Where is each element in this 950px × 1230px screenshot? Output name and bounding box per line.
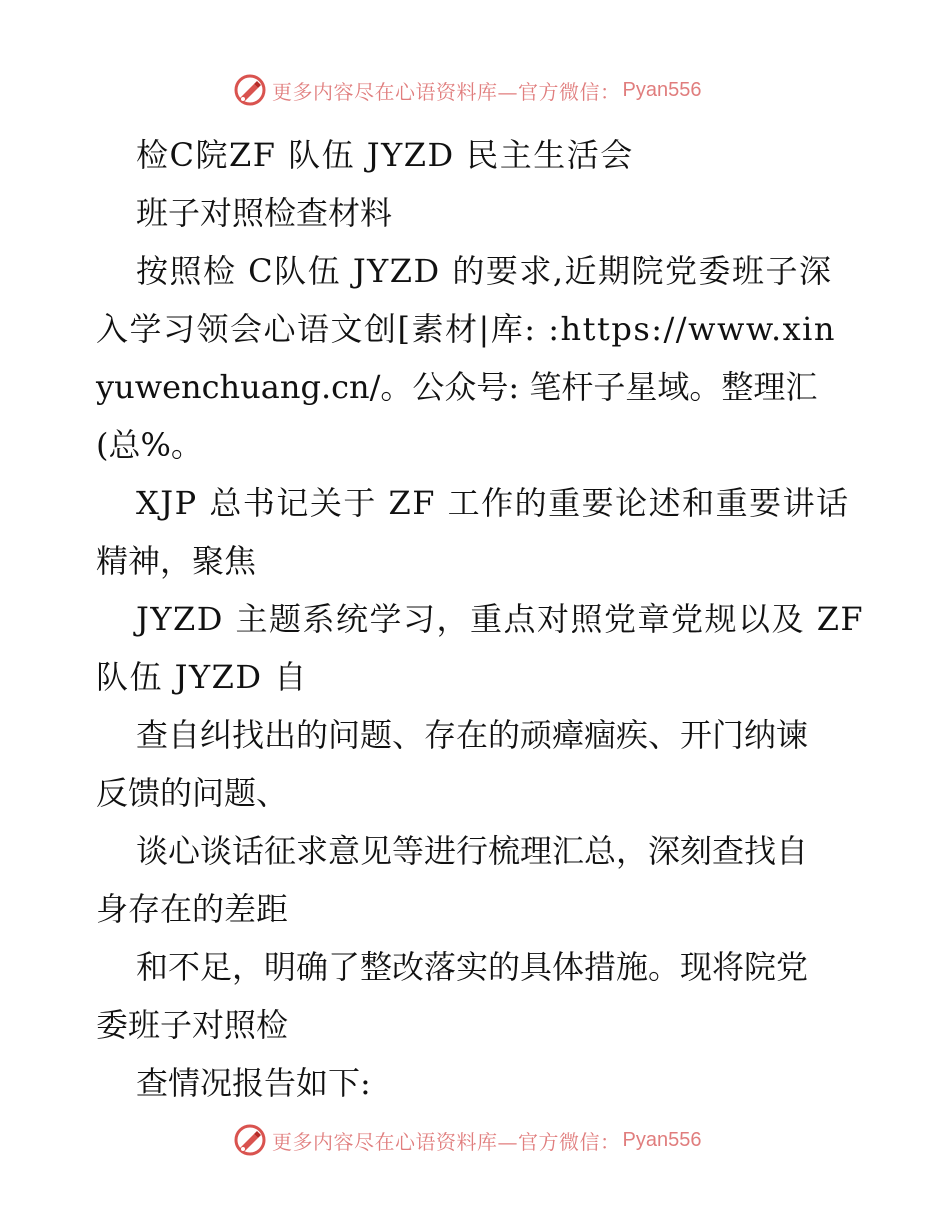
watermark-wechat-id: Pyan556	[622, 1128, 702, 1151]
paragraph-line: JYZD 主题系统学习，重点对照党章党规以及 ZF	[136, 600, 865, 638]
watermark-banner-bottom	[232, 1120, 712, 1160]
paragraph-line: 查情况报告如下:	[136, 1064, 371, 1102]
paragraph-line: 精神，聚焦	[96, 542, 257, 580]
paragraph-line: yuwenchuang.cn/。公众号: 笔杆子星域。整理汇	[96, 368, 818, 406]
paragraph-line: XJP 总书记关于 ZF 工作的重要论述和重要讲话	[136, 484, 850, 522]
doc-subtitle: 班子对照检查材料	[136, 194, 393, 232]
paragraph-line: 入学习领会心语文创[素材|库: :https://www.xin	[96, 310, 837, 348]
watermark-text: 更多内容尽在心语资料库—官方微信：	[272, 1129, 621, 1154]
paragraph-line: 按照检 C队伍 JYZD 的要求,近期院党委班子深	[136, 252, 833, 290]
paragraph-line: 委班子对照检	[96, 1006, 289, 1044]
paragraph-line: 谈心谈话征求意见等进行梳理汇总，深刻查找自	[136, 832, 809, 870]
paragraph-line: 查自纠找出的问题、存在的顽瘴痼疾、开门纳谏	[136, 716, 809, 754]
pen-logo-icon	[232, 72, 268, 108]
watermark-text: 更多内容尽在心语资料库—官方微信：	[272, 79, 621, 104]
paragraph-line: 和不足，明确了整改落实的具体措施。现将院党	[136, 948, 809, 986]
watermark-wechat-id: Pyan556	[622, 78, 702, 101]
paragraph-line: (总%。	[96, 426, 203, 464]
paragraph-line: 身存在的差距	[96, 890, 289, 928]
pen-logo-icon	[232, 1122, 268, 1158]
paragraph-line: 反馈的问题、	[96, 774, 289, 812]
doc-title: 检C院ZF 队伍 JYZD 民主生活会	[136, 136, 634, 174]
paragraph-line: 队伍 JYZD 自	[96, 658, 308, 696]
watermark-banner-top	[232, 70, 712, 110]
document-body	[96, 126, 865, 1112]
